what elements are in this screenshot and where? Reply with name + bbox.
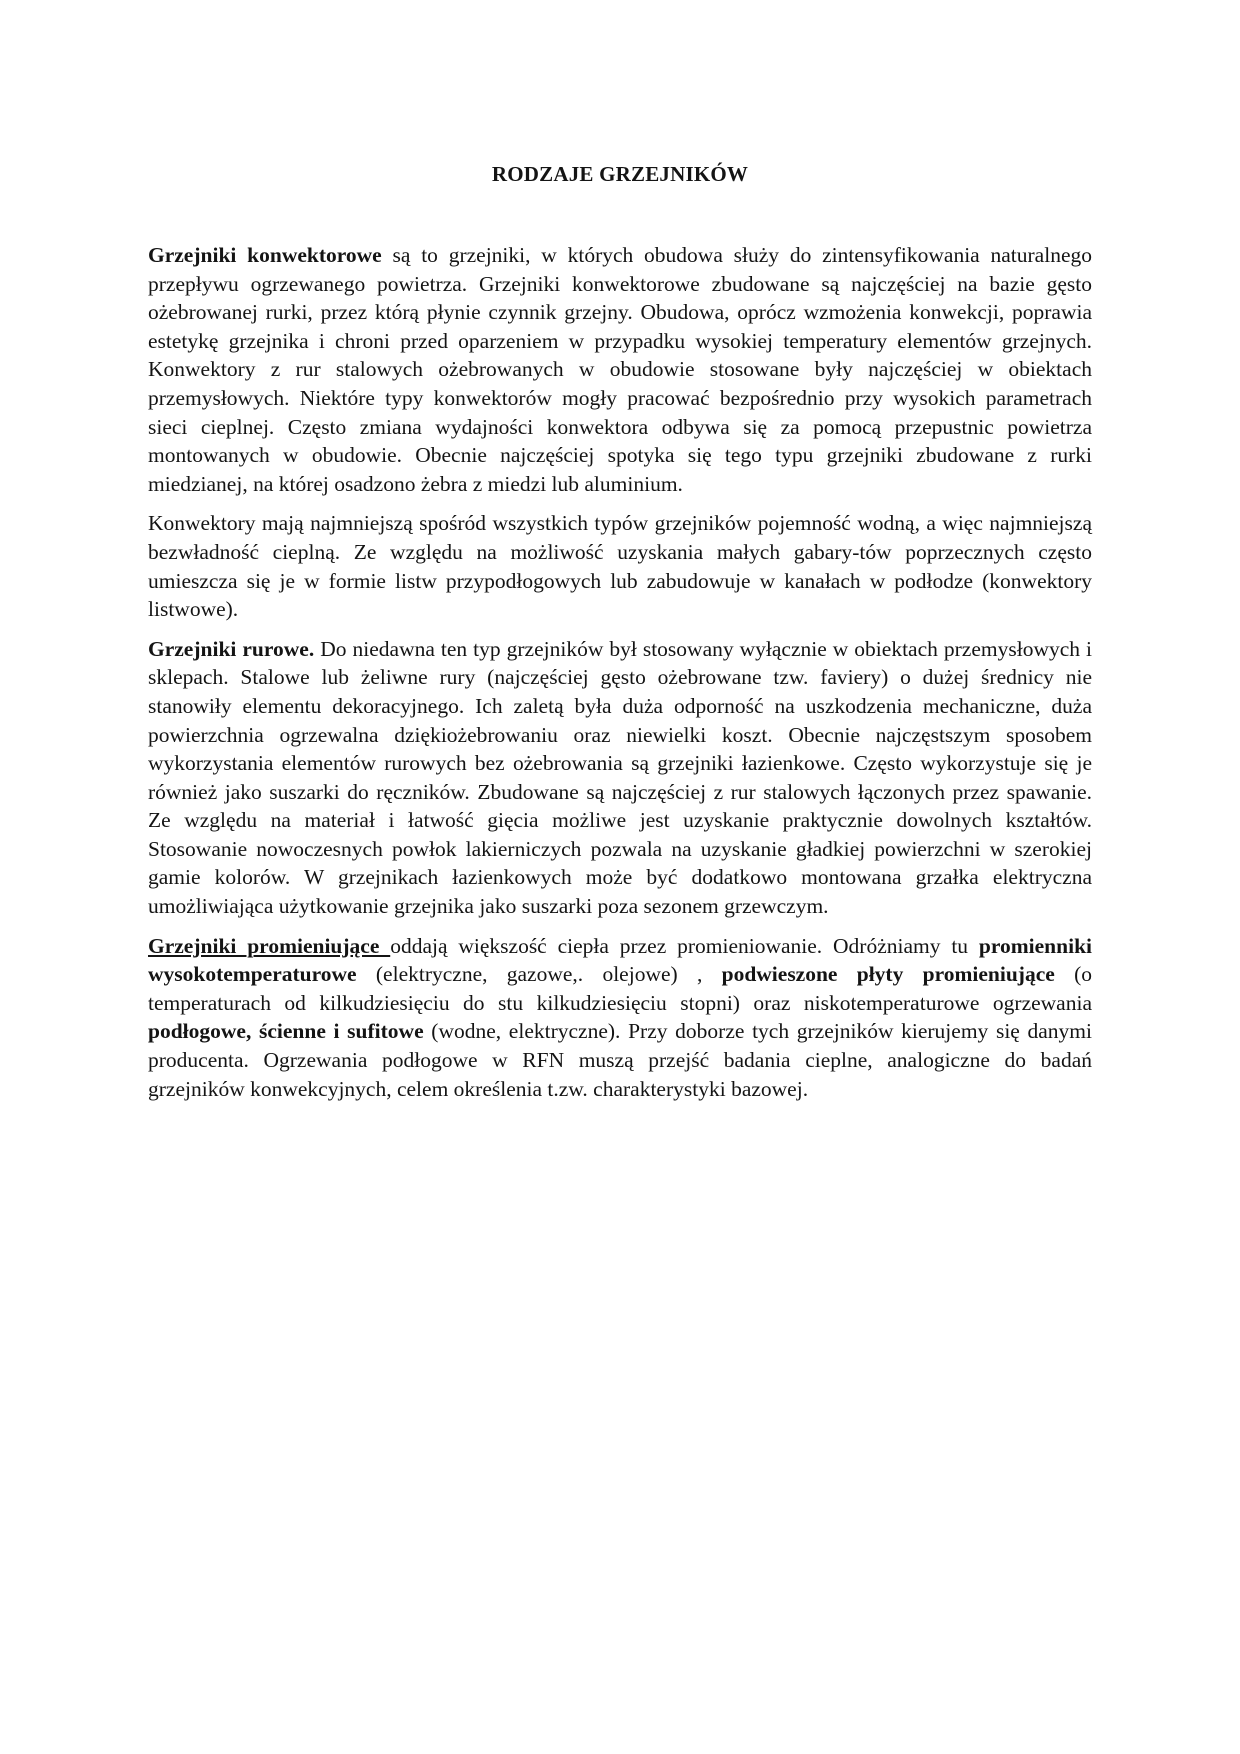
document-body: [148, 241, 1092, 1114]
paragraph-text: są to grzejniki, w których obudowa służy do zintensyfikowania naturalnego przepływu ogrzewanego powietrza. Grzejniki konwektorowe zbudowane są najczęściej na bazie gęsto ożebrowanej rurki, przez którą płynie czynnik grzejny. Obudowa, oprócz wzmożenia konwekcji, poprawia estetykę grzejnika i chroni przed oparzeniem w przypadku wysokiej temperatury elementów grzejnych. Konwektory z rur stalowych ożebrowanych w obudowie stosowane były najczęściej w obiektach przemysłowych. Niektóre typy konwektorów mogły pracować bezpośrednio przy wysokich parametrach sieci cieplnej. Często zmiana wydajności konwektora odbywa się za pomocą przepustnic powietrza montowanych w obudowie. Obecnie najczęściej spotyka się tego typu grzejniki zbudowane z rurki miedzianej, na której osadzono żebra z miedzi lub aluminium.: [148, 243, 1092, 496]
paragraph-text: oddają większość ciepła przez promieniowanie. Odróżniamy tu: [390, 933, 979, 958]
paragraph-convector-radiators: [148, 241, 1092, 498]
term-radiant-heaters: Grzejniki promieniujące: [148, 933, 391, 958]
term-tube-radiators: Grzejniki rurowe.: [148, 636, 315, 661]
term-high-temp-emitters: promienniki wysokotemperaturowe: [148, 933, 1092, 987]
term-convector-radiators: Grzejniki konwektorowe: [148, 243, 382, 267]
paragraph-text: (o temperaturach od kilkudziesięciu do stu kilkudziesięciu stopni) oraz niskotemperaturowe ogrzewania: [148, 962, 1092, 1015]
paragraph-text: Do niedawna ten typ grzejników był stosowany wyłącznie w obiektach przemysłowych i sklepach. Stalowe lub żeliwne rury (najczęściej gęsto ożebrowane tzw. faviery) o dużej średnicy nie stanowiły elementu dekoracyjnego. Ich zaletą była duża odporność na uszkodzenia mechaniczne, duża powierzchnia ogrzewalna dziękiożebrowaniu oraz niewielki koszt. Obecnie najczęstszym sposobem wykorzystania elementów rurowych bez ożebrowania są grzejniki łazienkowe. Często wykorzystuje się je również jako suszarki do ręczników. Zbudowane są najczęściej z rur stalowych łączonych przez spawanie. Ze względu na materiał i łatwość gięcia możliwe jest uzyskanie praktycznie dowolnych kształtów. Stosowanie nowoczesnych powłok lakierniczych pozwala na uzyskanie gładkiej powierzchni w szerokiej gamie kolorów. W grzejnikach łazienkowych może być dodatkowo montowana grzałka elektryczna umożliwiająca użytkowanie grzejnika jako suszarki poza sezonem grzewczym.: [148, 636, 1092, 919]
term-suspended-panels: podwieszone płyty promieniujące: [721, 962, 1055, 987]
term-floor-wall-ceiling: podłogowe, ścienne i sufitowe: [148, 1019, 424, 1044]
paragraph-text: Konwektory mają najmniejszą spośród wszystkich typów grzejników pojemność wodną, a więc najmniejszą bezwładność cieplną. Ze względu na możliwość uzyskania małych gabary-tów poprzecznych często umieszcza się je w formie listw przypodłogowych lub zabudowuje w kanałach w podłodze (konwektory listwowe).: [148, 511, 1092, 622]
paragraph-tube-radiators: [148, 635, 1092, 921]
document-title: RODZAJE GRZEJNIKÓW: [491, 162, 749, 186]
paragraph-radiant-heaters: [148, 932, 1092, 1104]
paragraph-convector-properties: [148, 509, 1092, 623]
paragraph-text: (elektryczne, gazowe,. olejowe) ,: [356, 962, 722, 987]
paragraph-text: (wodne, elektryczne). Przy doborze tych grzejników kierujemy się danymi producenta. Ogrzewania podłogowe w RFN muszą przejść badania cieplne, analogiczne do badań grzejników konwekcyjnych, celem określenia t.zw. charakterystyki bazowej.: [148, 1019, 1092, 1101]
